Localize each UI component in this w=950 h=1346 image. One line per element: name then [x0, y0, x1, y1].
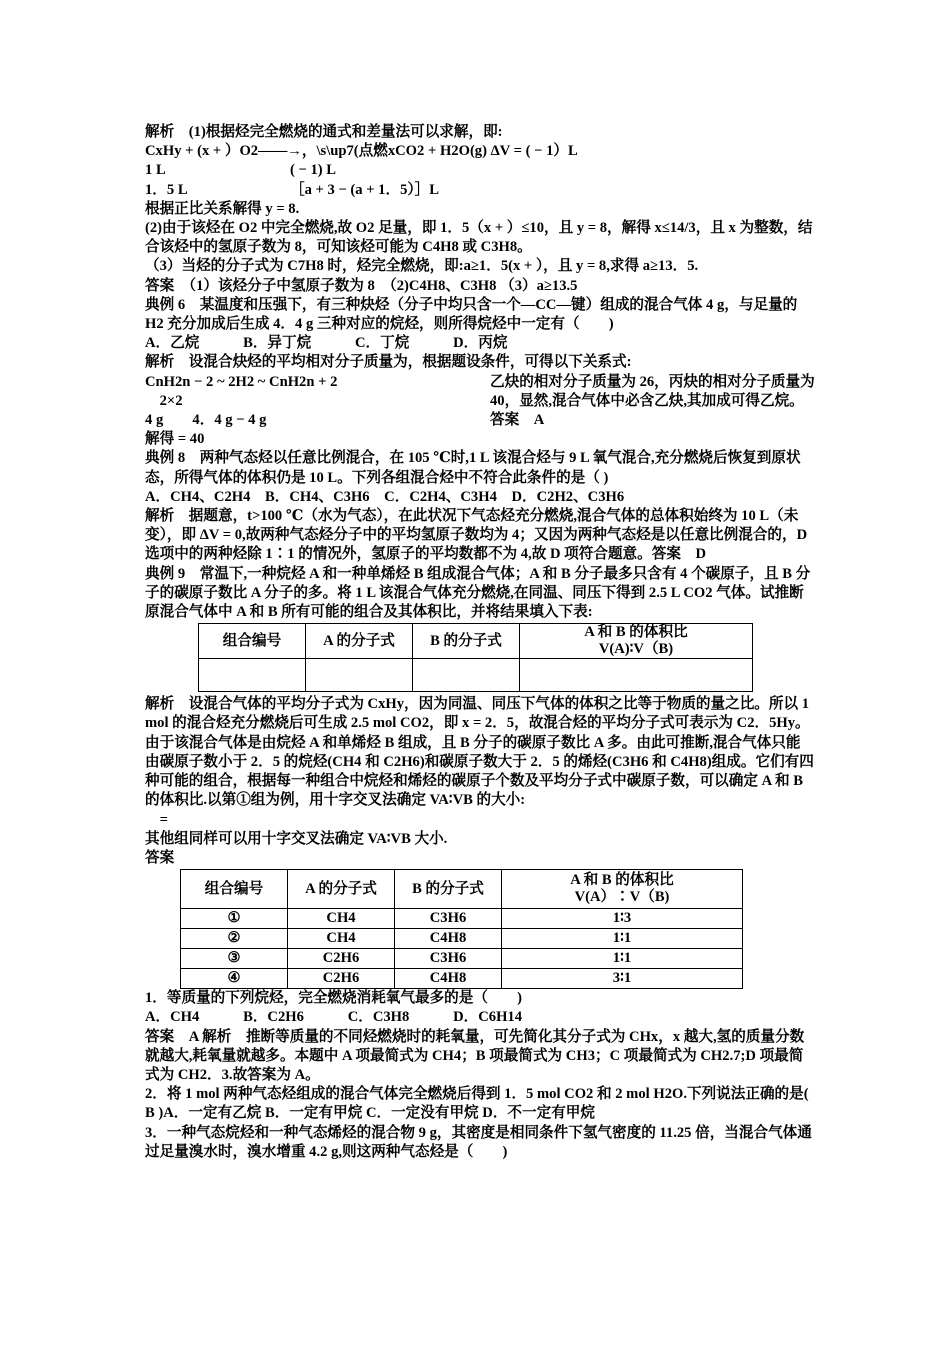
table-row	[181, 909, 743, 929]
table-cell: 1∶1	[502, 929, 743, 949]
ratio-2-right: ［a + 3 − (a + 1．5）］L	[290, 181, 439, 198]
example-9-blank-table	[198, 623, 753, 692]
ratio-row-1	[145, 161, 815, 180]
answer-line: 答案 （1）该烃分子中氢原子数为 8 （2)C4H8、C3H8 （3）a≥13.5	[145, 277, 578, 294]
table-cell: C4H8	[395, 929, 502, 949]
table-cell: C4H8	[395, 969, 502, 989]
cross-method-line: =	[145, 811, 168, 828]
header-ratio	[520, 624, 753, 659]
ratio-row-2	[145, 181, 815, 200]
header-combo: 组合编号	[199, 624, 306, 659]
table-row	[181, 929, 743, 949]
example-8-options: A．CH4、C2H4 B．CH4、C3H6 C．C2H4、C3H4 D．C2H2、C3H6	[145, 488, 625, 505]
table-cell: ①	[181, 909, 288, 929]
table-cell: CH4	[288, 909, 395, 929]
ratio-1-right: ( − 1) L	[290, 162, 337, 179]
header-b: B 的分子式	[413, 624, 520, 659]
header-ratio-line-2: V(A)∶V（B)	[598, 641, 674, 658]
header-a: A 的分子式	[288, 870, 395, 909]
solve-mass: 解得 = 40	[145, 431, 205, 448]
table-cell: C3H6	[395, 909, 502, 929]
table-cell: 3∶1	[502, 969, 743, 989]
answer-heading: 答案	[145, 849, 175, 866]
question-1-options: A．CH4 B．C2H6 C．C3H8 D．C6H14	[145, 1009, 523, 1026]
example-6-side-note: 乙炔的相对分子质量为 26，丙炔的相对分子质量为 40，显然,混合气体中必含乙炔,其加成可得乙烷。答案 A	[490, 373, 815, 429]
example-6-calc-block	[145, 373, 815, 450]
document-page	[145, 123, 815, 1162]
example-8-question: 典例 8 两种气态烃以任意比例混合，在 105 ℃时,1 L 该混合烃与 9 L 氧气混合,充分燃烧后恢复到原状态，所得气体的体积仍是 10 L。下列各组混合烃中不符合此条件的是（ )	[145, 450, 801, 486]
table-cell: ④	[181, 969, 288, 989]
table-header-row	[199, 624, 753, 659]
header-ratio-line-2: V(A）∶V（B)	[574, 889, 670, 906]
table-cell: C2H6	[288, 969, 395, 989]
example-6-question: 典例 6 某温度和压强下，有三种炔烃（分子中均只含一个—CC—键）组成的混合气体 4 g，与足量的 H2 充分加成后生成 4．4 g 三种对应的烷烃，则所得烷烃中一定有（ )	[145, 296, 798, 333]
table-cell	[199, 659, 306, 692]
header-combo: 组合编号	[181, 870, 288, 909]
example-8-analysis: 解析 据题意，t>100 ℃（水为气态），在此状况下气态烃充分燃烧,混合气体的总体积始终为 10 L（未变），即 ΔV = 0,故两种气态烃分子中的平均氢原子数均为 4；又因为两种气态烃是以任意比例混合的，D 选项中的两种烃除 1∶1 的情况外，氢原子的平均数都不为 4,故 D 项符合题意。答案 D	[145, 508, 808, 563]
ratio-2-left: 1．5 L	[145, 181, 188, 198]
table-cell	[520, 659, 753, 692]
question-3: 3．一种气态烷烃和一种气态烯烃的混合物 9 g，其密度是相同条件下氢气密度的 11.25 倍，当混合气体通过足量溴水时，溴水增重 4.2 g,则这两种气态烃是（ )	[145, 1124, 812, 1160]
example-9-analysis: 解析 设混合气体的平均分子式为 CxHy，因为同温、同压下气体的体积之比等于物质的量之比。所以 1 mol 的混合烃充分燃烧后可生成 2.5 mol CO2，即 x = 2．5，故混合烃的平均分子式可表示为 C2．5Hy。由于该混合气体是由烷烃 A 和单烯烃 B 组成，且 B 分子的碳原子数比 A 多。由此可推断,混合气体只能由碳原子数小于 2．5 的烷烃(CH4 和 C2H6)和碳原子数大于 2．5 的烯烃(C3H6 和 C4H8)组成。它们有四种可能的组合，根据每一种组合中烷烃和烯烃的碳原子个数及平均分子式中碳原子数，可以确定 A 和 B 的体积比.以第①组为例，用十字交叉法确定 VA∶VB 的大小:	[145, 696, 814, 809]
table-row	[199, 659, 753, 692]
table-row	[181, 949, 743, 969]
header-ratio	[502, 870, 743, 909]
ratio-1-left: 1 L	[145, 162, 166, 179]
table-row	[181, 969, 743, 989]
analysis-line-1: 解析 (1)根据烃完全燃烧的通式和差量法可以求解，即:	[145, 124, 503, 140]
combustion-equation: CxHy + (x + ）O2——→，\s\up7(点燃xCO2 + H2O(g) ΔV = ( − 1）L	[145, 143, 578, 160]
table-cell	[306, 659, 413, 692]
table-cell: ②	[181, 929, 288, 949]
question-2: 2．将 1 mol 两种气态烃组成的混合气体完全燃烧后得到 1．5 mol CO2 和 2 mol H2O.下列说法正确的是( B )A．一定有乙烷 B．一定有甲烷 C．一定没有甲烷 D．不一定有甲烷	[145, 1086, 809, 1122]
alkyne-relation: CnH2n − 2 ~ 2H2 ~ CnH2n + 2	[145, 373, 338, 390]
table-cell	[413, 659, 520, 692]
table-cell: 1∶1	[502, 949, 743, 969]
question-1-answer: 答案 A 解析 推断等质量的不同烃燃烧时的耗氧量，可先简化其分子式为 CHx，x 越大,氢的质量分数就越大,耗氧量就越多。本题中 A 项最简式为 CH4；B 项最简式为 CH3；C 项最简式为 CH2.7;D 项最简式为 CH2．3.故答案为 A。	[145, 1028, 805, 1083]
relation-masses: 4 g 4．4 g − 4 g	[145, 412, 267, 429]
table-cell: C3H6	[395, 949, 502, 969]
table-cell: ③	[181, 949, 288, 969]
table-header-row	[181, 870, 743, 909]
header-ratio-line-1: A 和 B 的体积比	[570, 872, 674, 889]
solve-y-line: 根据正比关系解得 y = 8.	[145, 200, 300, 217]
table-cell: CH4	[288, 929, 395, 949]
table-cell: 1∶3	[502, 909, 743, 929]
analysis-part-3: （3）当烃的分子式为 C7H8 时，烃完全燃烧，即:a≥1．5(x + ），且 y = 8,求得 a≥13．5.	[145, 258, 699, 275]
example-9-question: 典例 9 常温下,一种烷烃 A 和一种单烯烃 B 组成混合气体；A 和 B 分子最多只含有 4 个碳原子，且 B 分子的碳原子数比 A 分子的多。将 1 L 该混合气体充分燃烧,在同温、同压下得到 2.5 L CO2 气体。试推断原混合气体中 A 和 B 所有可能的组合及其体积比，并将结果填入下表:	[145, 565, 811, 621]
example-6-options: A．乙烷 B．异丁烷 C．丁烷 D．丙烷	[145, 335, 508, 352]
example-9-answer-table	[180, 869, 743, 989]
other-groups-line: 其他组同样可以用十字交叉法确定 VA∶VB 大小.	[145, 830, 448, 847]
question-1: 1．等质量的下列烷烃，完全燃烧消耗氧气最多的是（ )	[145, 990, 523, 1007]
header-a: A 的分子式	[306, 624, 413, 659]
header-b: B 的分子式	[395, 870, 502, 909]
header-ratio-line-1: A 和 B 的体积比	[584, 624, 688, 641]
example-6-analysis: 解析 设混合炔烃的平均相对分子质量为，根据题设条件，可得以下关系式:	[145, 354, 632, 371]
relation-coefficient: 2×2	[145, 392, 183, 409]
table-cell: C2H6	[288, 949, 395, 969]
analysis-part-2: (2)由于该烃在 O2 中完全燃烧,故 O2 足量，即 1．5（x + ）≤10，且 y = 8，解得 x≤14/3，且 x 为整数，结合该烃中的氢原子数为 8，可知该烃可能为 C4H8 或 C3H8。	[145, 220, 813, 256]
